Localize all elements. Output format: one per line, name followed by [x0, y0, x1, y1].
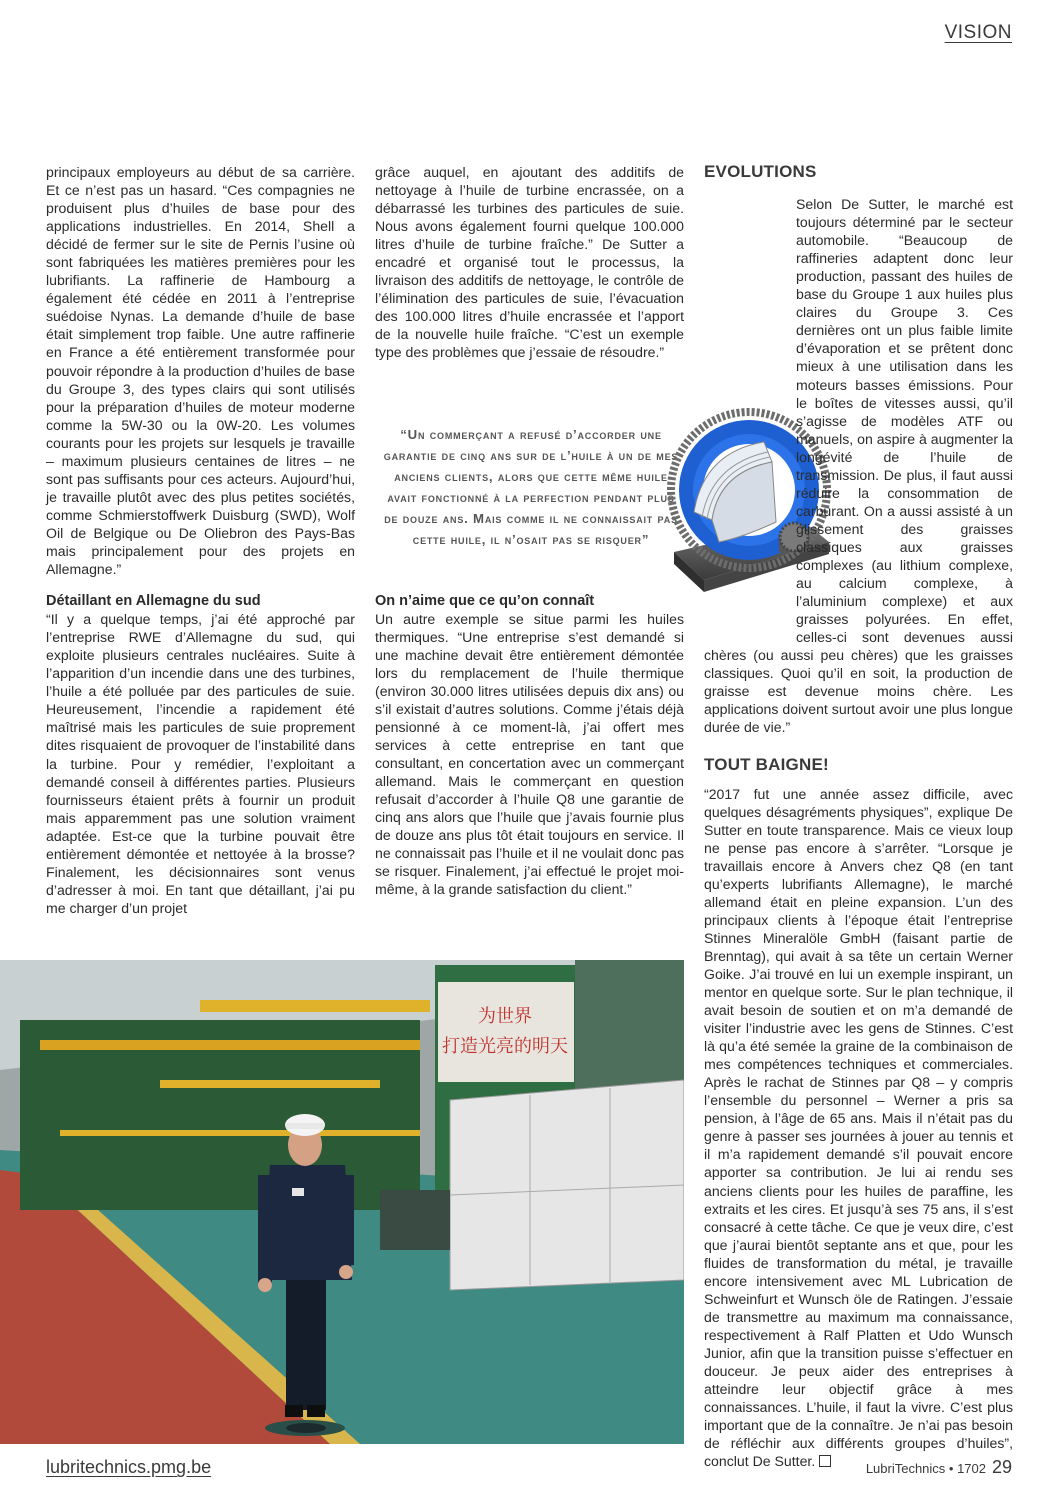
paragraph: Selon De Sutter, le marché est toujours déterminé par le secteur automobile. “Beaucoup de raffineries adaptent donc leur production, passant des huiles de base du Groupe 1 aux huiles plus claires du Groupe 3. Ces dernières ont un plus faible limite d’évaporation et se prêtent donc mieux à une utilisation dans les moteurs basses émissions. Pour le boîtes de vitesses aussi, qu’il s’agisse de modèles ATF ou manuels, on aspire à augmenter la longévité de l’huile de transmission. De plus, il faut aussi réduire la consommation de carburant. On a aussi assisté à un glissement des graisses classiques aux graisses complexes (au lithium complexe, au calcium complexe, à l’aluminium complexe) et aux graisses polyurées. En effet, celles-ci sont devenues aussi chères (ou aussi peu chères) que les graisses classiques. Quoi qu’il en soit, la production de graisse est devenue moins chère. Les applications doivent surtout avoir une plus longue durée de vie.” [704, 196, 1014, 736]
paragraph: “Il y a quelque temps, j’ai été approché par l’entreprise RWE d’Allemagne du sud, qui exploite plusieurs centrales nucléaires. Suite à l’apparition d’un incendie dans une des turbines, l’huile a été polluée par des particules de suie. Heureusement, l’incendie a rapidement été maîtrisé mais les particules de suie proprement dites risquaient de provoquer de l’instabilité dans la turbine. Pour y remédier, l’exploitant a demandé conseil à différentes parties. Plusieurs fournisseurs étaient prêts à fournir un produit mais apparemment pas une solution vraiment adaptée. Est-ce que la turbine pouvait être entièrement démontée et nettoyée à la brosse? Finalement, les décisionnaires sont venus d’adresser à moi. En tant que détaillant, j’ai pu me charger d’un projet [46, 611, 355, 916]
paragraph [704, 785, 1013, 1471]
article-column-3 [704, 163, 1013, 1470]
subheading: Détaillant en Allemagne du sud [46, 593, 261, 610]
subheading: On n’aime que ce qu’on connaît [375, 592, 595, 609]
footer-magazine-issue: LubriTechnics • 1702 [865, 1461, 986, 1476]
pull-quote: “Un commerçant a refusé d’accorder une garantie de cinq ans sur de l’huile à un de mes anciens clients, alors que cette même huile avait fonctionné à la perfection pendant plus de douze ans. Mais comme il ne connaissait pas cette huile, il n’osait pas se risquer” [383, 427, 679, 547]
article-column-1 [46, 163, 355, 917]
sign-text-2: 打造光亮的明天 [442, 1036, 568, 1057]
footer-website-link[interactable]: lubritechnics.pmg.be [46, 1457, 212, 1477]
sign-text-1: 为世界 [478, 1006, 532, 1027]
image-wrap-spacer [704, 415, 796, 633]
page-number: 29 [991, 1457, 1012, 1477]
section-tag: VISION [944, 22, 1012, 43]
paragraph: principaux employeurs au début de sa carrière. Et ce n’est pas un hasard. “Ces compagnies ne produisent plus d’huiles de base pour des applications industrielles. En 2014, Shell a décidé de fermer sur le site de Pernis l’usine où sont fabriquées les matières premières pour les lubrifiants. La raffinerie de Hambourg a également été cédée en 2011 à l’entreprise suédoise Nynas. La demande d’huile de base était simplement trop faible. Une autre raffinerie en France a été entièrement transformée pour pouvoir répondre à la production d’huiles de base du Groupe 3, des types clairs qui sont utilisés pour la préparation d’huiles de moteur moderne comme la 5W-30 ou la 0W-20. Les volumes courants pour les projets sur lesquels je travaille – maximum plusieurs centaines de litres – ne sont pas suffisants pour ces acteurs. Aujourd’hui, je travaille plutôt avec des plus petites sociétés, comme Schmierstoffwerk Duisburg (SWD), Wolf Oil de Belgique ou De Oliebron des Pays-Bas mais principalement pour des projets en Allemagne.” [46, 164, 355, 578]
paragraph: Un autre exemple se situe parmi les huiles thermiques. “Une entreprise s’est demandé si une machine devait être entièrement démontée lors du remplacement de l’huile thermique (environ 30.000 litres utilisées depuis dix ans) ou s’il existait d’autres solutions. Comme j’étais déjà pensionné à ce moment-là, j’ai offert mes services à cette entreprise en tant que consultant, en concertation avec un commerçant allemand. Mais le commerçant en question refusait d’accorder à l’huile Q8 une garantie de cinq ans alors que l’huile que j’avais fournie plus de douze ans plus tôt était toujours en service. Il ne connaissait pas l’huile et il ne voulait donc pas se risquer. Finalement, j’ai effectué le projet moi-même, à la grande satisfaction du client.” [375, 610, 684, 898]
paragraph: grâce auquel, en ajoutant des additifs de nettoyage à l’huile de turbine encrassée, on a débarrassé les turbines des particules de suie. Nous avons également fourni quelque 100.000 litres d’huile de turbine fraîche.” De Sutter a encadré et organisé tout le processus, la livraison des additifs de nettoyage, le contrôle de l’élimination des particules de suie, l’évacuation des 100.000 litres d’huile encrassée et l’apport de la nouvelle huile fraîche. “C’est un exemple type des problèmes que j’essaie de résoudre.” [375, 164, 684, 361]
end-mark-icon [819, 1455, 831, 1467]
factory-photo [0, 960, 684, 1444]
section-heading: TOUT BAIGNE! [704, 755, 829, 775]
section-heading: EVOLUTIONS [704, 162, 817, 181]
paragraph-text: “2017 fut une année assez difficile, avec quelques désagréments physiques”, explique De Sutter en toute transparence. Mais ce vieux loup ne pense pas encore à s’arrêter. “Lorsque je travaillais encore à Anvers chez Q8 (en tant qu’experts lubrifiants Allemagne), le marché allemand était en pleine expansion. L’un des principaux clients à l’époque était l’entreprise Stinnes Mineralöle GmbH (faisant partie de Brenntag), qui avait à sa tête un certain Werner Goike. J’ai trouvé en lui un exemple inspirant, un mentor en quelque sorte. Sur le plan technique, il avait besoin de soutien et on m’a demandé de visiter l’industrie avec les gens de Stinnes. C’est là qu’a été semée la graine de la combinaison de mes compétences techniques et commerciales. Après le rachat de Stinnes par Q8 – y compris l’ensemble du personnel – Werner a pris sa pension, à l’âge de 65 ans. Mais il n’était pas du genre à passer ses journées à jouer au tennis et il m’a rapidement demandé s’il pouvait encore apporter sa contribution. Je lui ai rendu ses anciens clients pour les huiles de paraffine, les extraits et les cires. Et jusqu’à ses 75 ans, il s’est consacré à cette tâche. Ce que je veux dire, c’est que j’aurai bientôt septante ans et que, pour les fluides de transformation du métal, je travaille encore intensivement avec ML Lubrication de Schweinfurt et Wunsch öle de Ratingen. J’essaie de transmettre au maximum ma connaissance, respectivement à Ralf Platten et Udo Wunsch Junior, afin que la transition puisse s’effectuer en douceur. Je peux aider des entreprises à atteindre leur objectif grâce à mes connaissances. L’huile, il faut la vivre. C’est plus important que de la connaître. Je n’ai pas besoin de réfléchir aux différents groupes d’huiles”, conclut De Sutter. [704, 785, 1013, 1470]
